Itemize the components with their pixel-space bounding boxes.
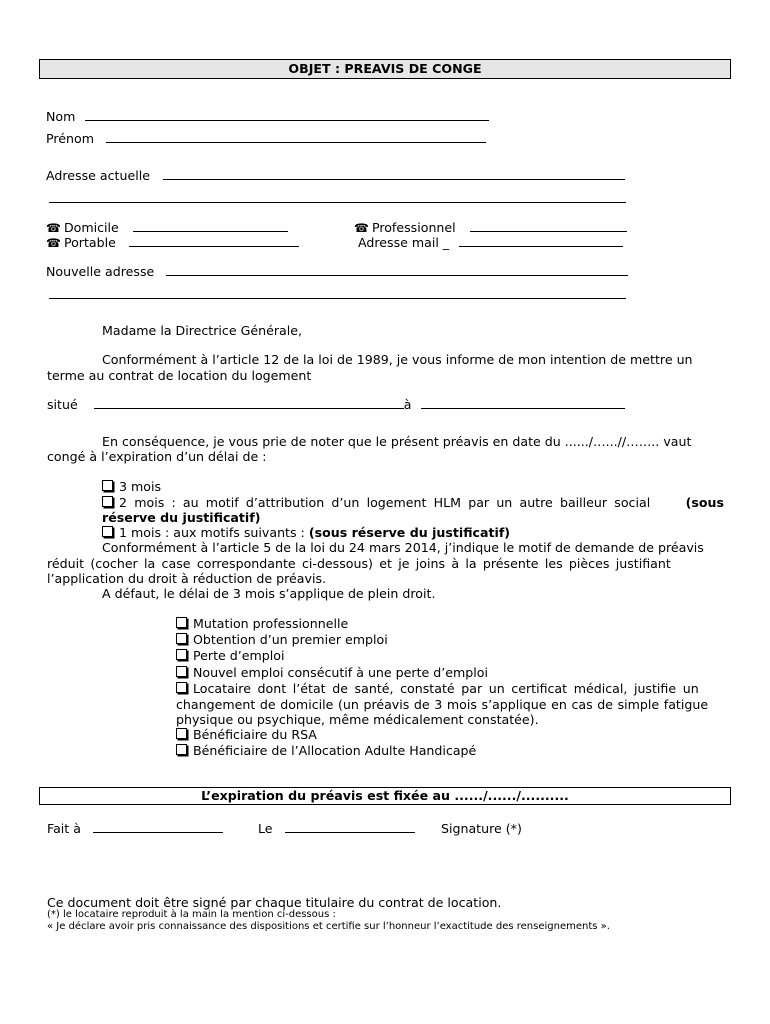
checkbox[interactable]: [102, 526, 113, 537]
checkbox[interactable]: [176, 666, 187, 677]
reason-item[interactable]: [176, 727, 317, 742]
a-line[interactable]: [421, 397, 625, 409]
phone-icon: ☎: [46, 221, 61, 235]
checkbox[interactable]: [176, 617, 187, 628]
reason-label: Bénéficiaire de l’Allocation Adulte Handicapé: [193, 743, 477, 758]
option-label: 3 mois: [119, 479, 162, 494]
nom-field: [46, 109, 489, 124]
portable-label: Portable: [63, 235, 116, 250]
signature-label: Signature (*): [441, 821, 522, 836]
le-field: [258, 821, 415, 836]
option-label: 1 mois : aux motifs suivants :: [119, 525, 305, 540]
nouvelle-adresse-field: [46, 264, 628, 279]
situe-line[interactable]: [94, 397, 404, 409]
domicile-label: Domicile: [63, 220, 119, 235]
checkbox[interactable]: [176, 649, 187, 660]
reason-item[interactable]: [176, 743, 476, 758]
checkbox[interactable]: [176, 744, 187, 755]
le-label: Le: [258, 821, 273, 836]
nom-line[interactable]: [85, 109, 489, 121]
footer-asterisk: (*) le locataire reproduit à la main la mention ci-dessous :: [47, 909, 336, 920]
reason-label: Obtention d’un premier emploi: [193, 632, 388, 647]
adresse-line-2[interactable]: [49, 202, 626, 203]
checkbox[interactable]: [176, 633, 187, 644]
professionnel-line[interactable]: [470, 220, 627, 232]
reason-item[interactable]: [176, 632, 388, 647]
checkbox[interactable]: [102, 480, 113, 491]
adresse-field: [46, 168, 625, 183]
reason-item[interactable]: [176, 616, 348, 631]
law-line-3: l’application du droit à réduction de préavis.: [47, 571, 327, 586]
nom-label: Nom: [46, 109, 76, 124]
reason-label: Perte d’emploi: [193, 648, 285, 663]
footer-declaration: « Je déclare avoir pris connaissance des dispositions et certifie sur l’honneur l’exactitude des renseignements ».: [47, 921, 610, 932]
law-line-1: Conformément à l’article 5 de la loi du 24 mars 2014, j’indique le motif de demande de préavis: [102, 540, 704, 555]
reason-label: Locataire dont l’état de santé, constaté par un certificat médical, justifie un: [193, 681, 699, 696]
option-2-mois-cont: réserve du justificatif): [102, 510, 261, 525]
prenom-field: [46, 131, 486, 146]
mail-label: Adresse mail _: [358, 235, 450, 250]
adresse-line[interactable]: [163, 168, 625, 180]
nouvelle-adresse-label: Nouvelle adresse: [46, 264, 155, 279]
professionnel-label: Professionnel: [371, 220, 456, 235]
situe-field: [47, 397, 625, 412]
paragraph-2-line-2: congé à l’expiration d’un délai de :: [47, 449, 267, 464]
checkbox[interactable]: [102, 496, 113, 507]
paragraph-1-line-1: Conformément à l’article 12 de la loi de 1989, je vous informe de mon intention de mettre un: [102, 352, 693, 367]
situe-label: situé: [47, 397, 78, 412]
law-line-2: réduit (cocher la case correspondante ci-dessous) et je joins à la présente les pièces justifiant: [47, 556, 671, 571]
option-label: 2 mois : au motif d’attribution d’un logement HLM par un autre bailleur social: [119, 495, 651, 510]
checkbox[interactable]: [176, 728, 187, 739]
reason-label: Mutation professionnelle: [193, 616, 349, 631]
option-bold: (sous réserve du justificatif): [308, 525, 511, 540]
domicile-line[interactable]: [133, 220, 288, 232]
footer-note: Ce document doit être signé par chaque titulaire du contrat de location.: [47, 895, 502, 910]
reason-label: Nouvel emploi consécutif à une perte d’emploi: [193, 665, 488, 680]
reason-cont: physique ou psychique, même médicalement constatée).: [176, 712, 539, 727]
mail-line[interactable]: [459, 235, 623, 247]
expiration-box: L’expiration du préavis est fixée au ....../....../..........: [39, 787, 731, 805]
a-label: à: [403, 397, 412, 412]
reason-item[interactable]: [176, 681, 699, 696]
prenom-line[interactable]: [106, 131, 486, 143]
reason-item[interactable]: [176, 665, 488, 680]
professionnel-field: [354, 220, 627, 235]
nouvelle-adresse-line[interactable]: [166, 264, 628, 276]
portable-field: [46, 235, 299, 250]
page-title: OBJET : PREAVIS DE CONGE: [39, 59, 731, 79]
portable-line[interactable]: [129, 235, 299, 247]
option-2-mois[interactable]: [102, 495, 724, 510]
option-3-mois[interactable]: [102, 479, 161, 494]
checkbox[interactable]: [176, 682, 187, 693]
mail-field: [358, 235, 623, 250]
domicile-field: [46, 220, 288, 235]
prenom-label: Prénom: [46, 131, 94, 146]
option-bold: (sous: [685, 495, 724, 510]
reason-label: Bénéficiaire du RSA: [193, 727, 317, 742]
fait-field: [47, 821, 223, 836]
fait-line[interactable]: [93, 821, 223, 833]
paragraph-2-line-1: En conséquence, je vous prie de noter que le présent préavis en date du ....../…...//…….. vaut: [102, 434, 692, 449]
phone-icon: ☎: [46, 236, 61, 250]
paragraph-1-line-2: terme au contrat de location du logement: [47, 368, 312, 383]
nouvelle-adresse-line-2[interactable]: [49, 298, 626, 299]
le-line[interactable]: [285, 821, 415, 833]
fait-label: Fait à: [47, 821, 81, 836]
adresse-label: Adresse actuelle: [46, 168, 150, 183]
default-note: A défaut, le délai de 3 mois s’applique de plein droit.: [102, 586, 436, 601]
salutation: Madame la Directrice Générale,: [102, 323, 302, 338]
reason-cont: changement de domicile (un préavis de 3 mois s’applique en cas de simple fatigue: [176, 697, 709, 712]
phone-icon: ☎: [354, 221, 369, 235]
option-1-mois[interactable]: [102, 525, 510, 540]
reason-item[interactable]: [176, 648, 284, 663]
